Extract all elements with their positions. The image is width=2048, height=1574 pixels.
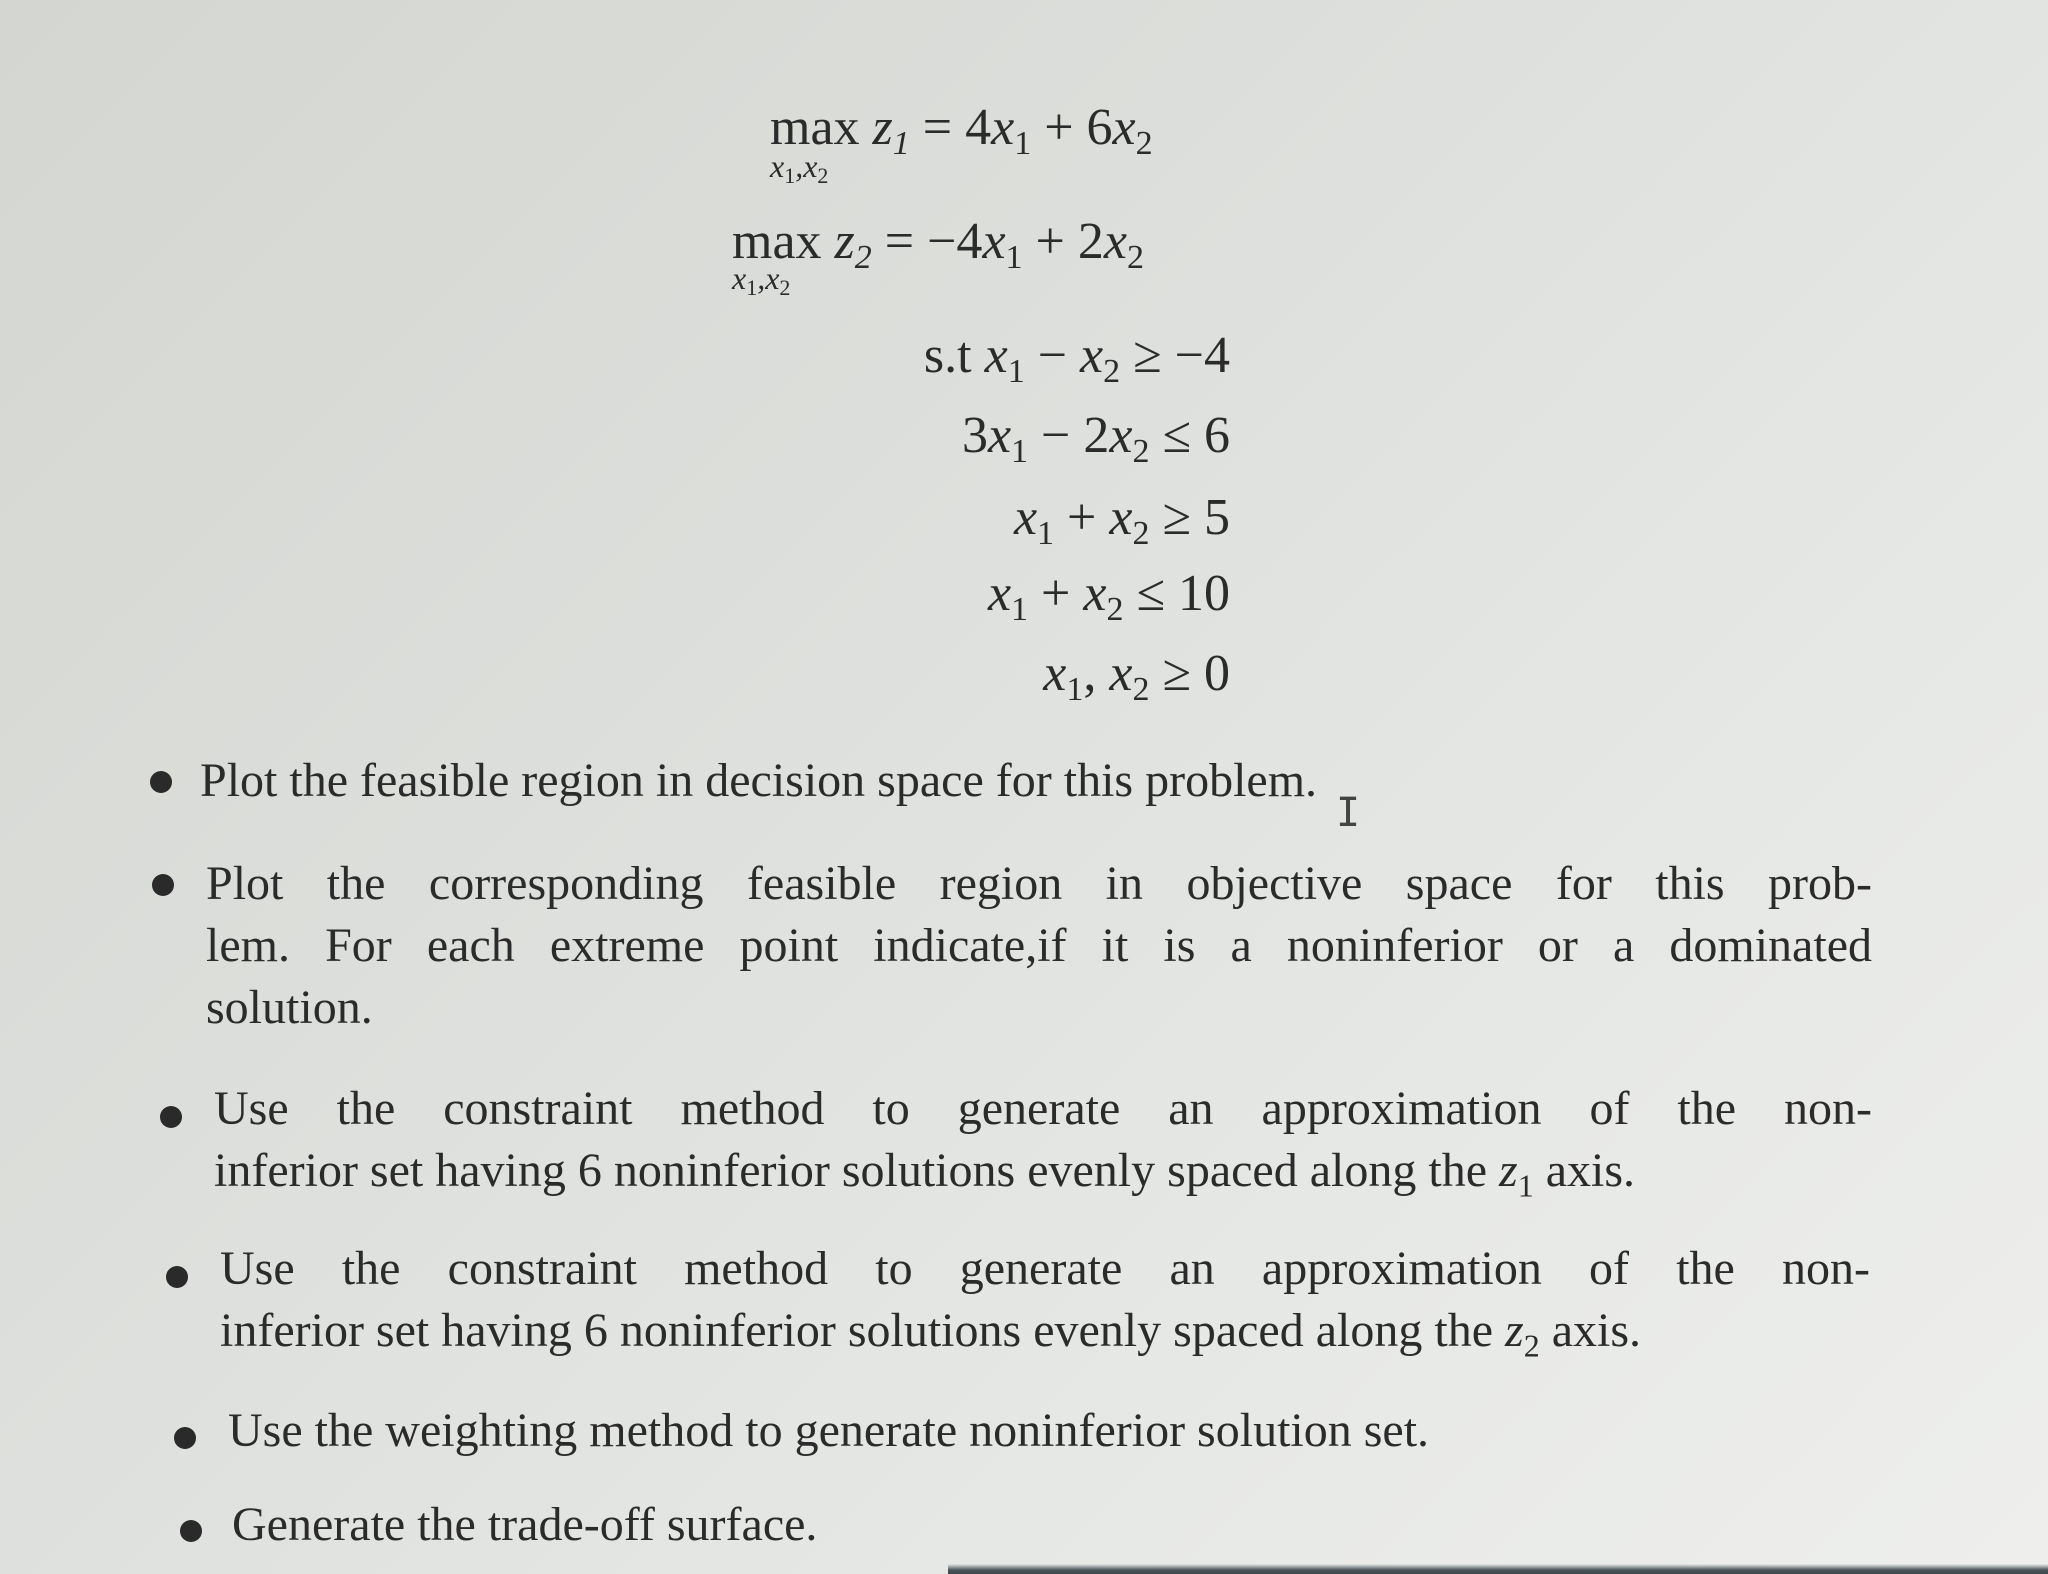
constraint-4: $x_1 + x_2 \le 10$ <box>987 565 1230 628</box>
objective-2-subscript: $x_1,x_2$ <box>732 260 791 300</box>
bullet-3-line-2: inferior set having 6 noninferior solutions evenly spaced along the $z_1$ axis. <box>214 1144 1636 1204</box>
bullet-item-1 <box>200 750 1530 812</box>
bullet-dot <box>166 1266 188 1288</box>
bullet-item-5 <box>228 1400 1648 1462</box>
z2-symbol: $z_2$ <box>834 213 872 276</box>
bullet-dot <box>152 874 174 896</box>
text-cursor-icon: I <box>1336 790 1361 836</box>
constraint-3: $x_1 + x_2 \ge 5$ <box>1013 489 1230 552</box>
constraint-2: $3x_1 - 2x_2 \le 6$ <box>961 407 1230 470</box>
bullet-item-4 <box>220 1238 1870 1377</box>
bullet-6-line-1: Generate the trade-off surface. <box>232 1498 818 1551</box>
max-operator: max <box>770 99 860 156</box>
bullet-1-line-1: Plot the feasible region in decision space for this problem. <box>200 754 1318 807</box>
bullet-2-line-2: lem. For each extreme point indicate,if it is a noninferior or a dominated <box>206 919 1872 972</box>
z1-symbol: $z_1$ <box>872 99 910 162</box>
max-operator: max <box>732 213 822 270</box>
objective-2-rhs: = $-4x_1 + 2x_2$ <box>884 213 1144 276</box>
bullet-dot <box>160 1106 182 1128</box>
bullet-item-3 <box>214 1078 1872 1217</box>
objective-2 <box>732 213 1144 276</box>
bullet-4-line-2: inferior set having 6 noninferior solutions evenly spaced along the $z_2$ axis. <box>220 1304 1642 1364</box>
bullet-5-line-1: Use the weighting method to generate noninferior solution set. <box>228 1404 1430 1457</box>
objective-1 <box>770 99 1153 162</box>
bullet-4-line-1: Use the constraint method to generate an approximation of the non- <box>220 1242 1870 1295</box>
bullet-dot <box>174 1427 196 1449</box>
bullet-dot <box>150 771 172 793</box>
screen-bezel-edge <box>948 1564 2048 1574</box>
objective-1-subscript: $x_1,x_2$ <box>770 148 829 188</box>
bullet-3-line-1: Use the constraint method to generate an approximation of the non- <box>214 1082 1872 1135</box>
constraint-5: $x_1$, $x_2 \ge 0$ <box>1043 645 1230 708</box>
objective-1-rhs: = $4x_1 + 6x_2$ <box>922 99 1153 162</box>
bullet-item-2 <box>206 853 1872 1039</box>
bullet-dot <box>180 1520 202 1542</box>
bullet-item-6 <box>232 1494 1232 1556</box>
bullet-2-line-3: solution. <box>206 981 373 1034</box>
constraint-1: s.t $x_1 - x_2 \ge -4$ <box>923 327 1230 390</box>
bullet-2-line-1: Plot the corresponding feasible region in objective space for this prob- <box>206 857 1872 910</box>
